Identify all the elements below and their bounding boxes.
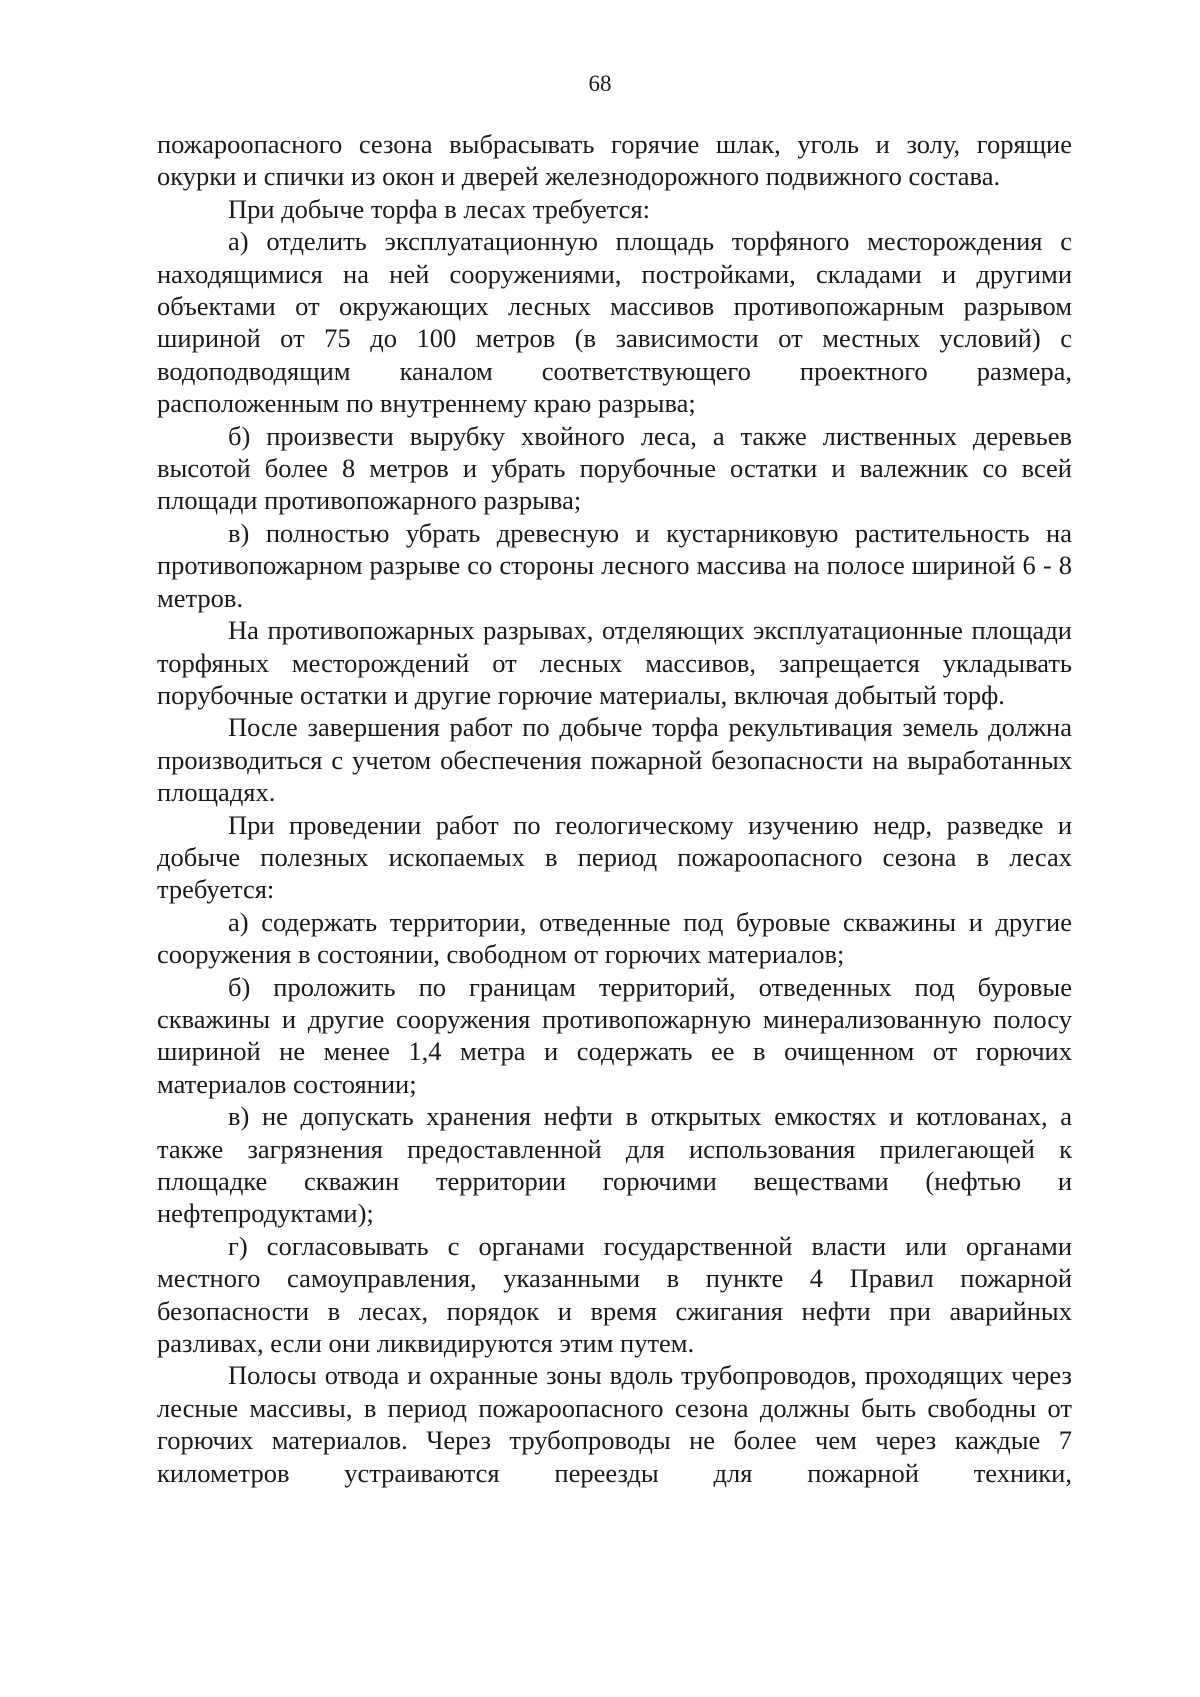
- list-item: а) содержать территории, отведенные под буровые скважины и другие сооружения в состоянии, свободном от горючих материалов;: [157, 906, 1072, 970]
- list-item: в) полностью убрать древесную и кустарниковую растительность на противопожарном разрыве со стороны лесного массива на полосе шириной 6 - 8 метров.: [157, 517, 1072, 613]
- document-body: [157, 128, 1072, 1489]
- paragraph: После завершения работ по добыче торфа рекультивация земель должна производиться с учетом обеспечения пожарной безопасности на выработанных площадях.: [157, 712, 1072, 808]
- list-item: а) отделить эксплуатационную площадь торфяного месторождения с находящимися на ней сооружениями, постройками, складами и другими объектами от окружающих лесных массивов противопожарным разрывом шириной от 75 до 100 метров (в зависимости от местных условий) с водоподводящим каналом соответствующего проектного размера, расположенным по внутреннему краю разрыва;: [157, 226, 1072, 419]
- paragraph: пожароопасного сезона выбрасывать горячие шлак, уголь и золу, горящие окурки и спички из окон и дверей железнодорожного подвижного состава.: [157, 129, 1072, 192]
- page-number: 68: [588, 71, 612, 96]
- list-item: б) произвести вырубку хвойного леса, а также лиственных деревьев высотой более 8 метров и убрать порубочные остатки и валежник со всей площади противопожарного разрыва;: [157, 420, 1072, 516]
- paragraph: Полосы отвода и охранные зоны вдоль трубопроводов, проходящих через лесные массивы, в период пожароопасного сезона должны быть свободны от горючих материалов. Через трубопроводы не более чем через каждые 7 километров устраиваются переезды для пожарной техники,: [157, 1360, 1072, 1488]
- list-item: б) проложить по границам территорий, отведенных под буровые скважины и другие сооружения противопожарную минерализованную полосу шириной не менее 1,4 метра и содержать ее в очищенном от горючих материалов состоянии;: [157, 971, 1072, 1099]
- paragraph: При добыче торфа в лесах требуется:: [228, 193, 650, 224]
- paragraph: При проведении работ по геологическому изучению недр, разведке и добыче полезных ископаемых в период пожароопасного сезона в лесах требуется:: [157, 809, 1072, 905]
- list-item: г) согласовывать с органами государственной власти или органами местного самоуправления, указанными в пункте 4 Правил пожарной безопасности в лесах, порядок и время сжигания нефти при аварийных разливах, если они ликвидируются этим путем.: [157, 1230, 1072, 1359]
- list-item: в) не допускать хранения нефти в открытых емкостях и котлованах, а также загрязнения предоставленной для использования прилегающей к площадке скважин территории горючими веществами (нефтью и нефтепродуктами);: [157, 1101, 1072, 1229]
- paragraph: На противопожарных разрывах, отделяющих эксплуатационные площади торфяных месторождений от лесных массивов, запрещается укладывать порубочные остатки и другие горючие материалы, включая добытый торф.: [157, 615, 1072, 710]
